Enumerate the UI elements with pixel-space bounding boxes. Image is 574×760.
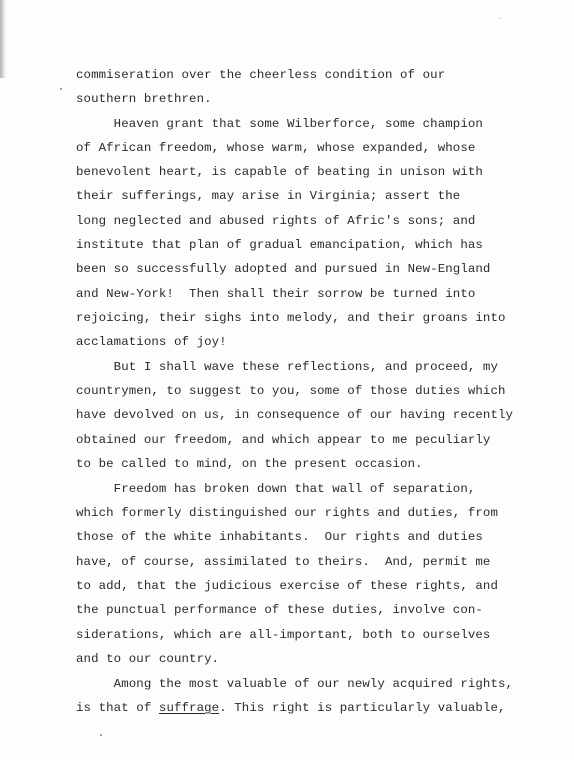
text-line: Heaven grant that some Wilberforce, some champion (76, 117, 483, 131)
text-line: which formerly distinguished our rights and duties, from (76, 506, 498, 520)
text-line: to add, that the judicious exercise of these rights, and (76, 579, 498, 593)
scan-edge-mark (0, 0, 6, 78)
text-line: the punctual performance of these duties, involve con- (76, 603, 483, 617)
text-segment: is that of (76, 701, 159, 715)
text-line: Freedom has broken down that wall of separation, (76, 482, 476, 496)
text-line: institute that plan of gradual emancipation, which has (76, 238, 483, 252)
text-line-last (76, 701, 506, 715)
text-line: been so successfully adopted and pursued in New-England (76, 262, 491, 276)
text-line: and New-York! Then shall their sorrow be turned into (76, 287, 476, 301)
text-line: have devolved on us, in consequence of our having recently (76, 408, 514, 422)
text-line: Among the most valuable of our newly acquired rights, (76, 677, 514, 691)
text-line: and to our country. (76, 652, 220, 666)
text-line: siderations, which are all-important, both to ourselves (76, 628, 491, 642)
text-line: benevolent heart, is capable of beating in unison with (76, 165, 483, 179)
text-line: those of the white inhabitants. Our rights and duties (76, 530, 483, 544)
text-line: But I shall wave these reflections, and proceed, my (76, 360, 498, 374)
text-segment: . This right is particularly valuable, (219, 701, 506, 715)
text-line: acclamations of joy! (76, 335, 227, 349)
text-line: southern brethren. (76, 92, 212, 106)
text-line: commiseration over the cheerless condition of our (76, 68, 446, 82)
text-line: their sufferings, may arise in Virginia; assert the (76, 189, 461, 203)
text-line: long neglected and abused rights of Afric's sons; and (76, 214, 476, 228)
text-line: rejoicing, their sighs into melody, and their groans into (76, 311, 506, 325)
text-line: have, of course, assimilated to theirs. And, permit me (76, 555, 491, 569)
text-line: countrymen, to suggest to you, some of those duties which (76, 384, 506, 398)
text-line: obtained our freedom, and which appear to me peculiarly (76, 433, 491, 447)
scan-speck (500, 18, 501, 19)
underlined-word: suffrage (158, 701, 220, 715)
scan-speck (100, 734, 102, 736)
text-line: to be called to mind, on the present occasion. (76, 457, 423, 471)
text-line: of African freedom, whose warm, whose expanded, whose (76, 141, 476, 155)
scan-speck (60, 88, 62, 90)
